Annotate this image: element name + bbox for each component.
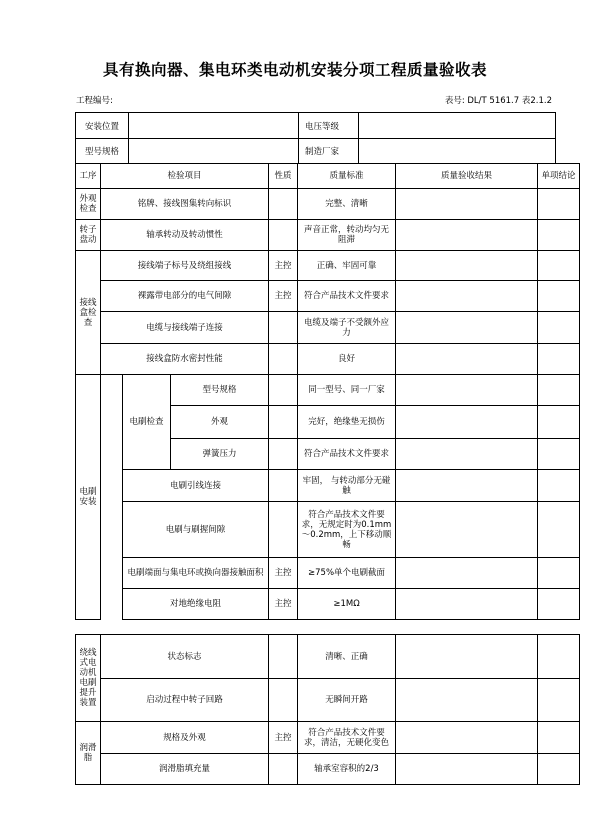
result-cell[interactable]: [396, 722, 538, 754]
conclusion-cell[interactable]: [538, 375, 580, 406]
result-cell[interactable]: [396, 635, 538, 679]
info-table: [75, 112, 556, 164]
item-cell: 电缆与接线端子连接: [101, 312, 269, 344]
voltage-level-value[interactable]: [359, 113, 556, 139]
column-header-row: [76, 164, 580, 189]
form-title: 具有换向器、集电环类电动机安装分项工程质量验收表: [102, 61, 487, 79]
section-junction-box: 接线盒检查: [76, 251, 101, 375]
conclusion-cell[interactable]: [538, 558, 580, 589]
standard-cell: 轴承室容积的2/3: [298, 754, 396, 785]
form-number: 表号: DL/T 5161.7 表2.1.2: [444, 96, 552, 106]
item-cell: 铭牌、接线图集转向标识: [101, 189, 269, 220]
col-standard: 质量标准: [298, 164, 396, 189]
subsection-brush-check: 电刷检查: [123, 375, 171, 470]
conclusion-cell[interactable]: [538, 439, 580, 470]
manufacturer-label: 制造厂家: [299, 139, 359, 164]
nature-cell: [269, 679, 298, 722]
install-location-label: 安装位置: [76, 113, 129, 139]
item-cell: 接线端子标号及绕组接线: [101, 251, 269, 281]
result-cell[interactable]: [396, 589, 538, 620]
result-cell[interactable]: [396, 439, 538, 470]
conclusion-cell[interactable]: [538, 470, 580, 502]
result-cell[interactable]: [396, 251, 538, 281]
item-cell: 启动过程中转子回路: [101, 679, 269, 722]
inspection-table: [75, 163, 580, 620]
standard-cell: 符合产品技术文件要求，清洁，无硬化变色: [298, 722, 396, 754]
conclusion-cell[interactable]: [538, 635, 580, 679]
item-cell: 规格及外观: [101, 722, 269, 754]
item-cell: 对地绝缘电阻: [123, 589, 269, 620]
conclusion-cell[interactable]: [538, 502, 580, 558]
standard-cell: 符合产品技术文件要求: [298, 439, 396, 470]
col-nature: 性质: [269, 164, 298, 189]
item-cell: 电刷端面与集电环或换向器接触面积: [123, 558, 269, 589]
nature-cell: [269, 375, 298, 406]
table-row: [76, 635, 580, 679]
nature-cell: 主控: [269, 558, 298, 589]
conclusion-cell[interactable]: [538, 281, 580, 312]
col-process: 工序: [76, 164, 101, 189]
col-conclusion: 单项结论: [538, 164, 580, 189]
nature-cell: [269, 439, 298, 470]
standard-cell: 无瞬间开路: [298, 679, 396, 722]
table-row: [76, 589, 580, 620]
table-row: [76, 722, 580, 754]
item-cell: 电刷与刷握间隙: [123, 502, 269, 558]
table-row: [76, 679, 580, 722]
section-brush: 电刷安装: [76, 375, 101, 620]
table-row: [76, 754, 580, 785]
nature-cell: [269, 189, 298, 220]
item-cell: 接线盒防水密封性能: [101, 344, 269, 375]
table-row: [76, 251, 580, 281]
standard-cell: 完整、清晰: [298, 189, 396, 220]
section-lifting: 绕线式电动机电刷提升装置: [76, 635, 101, 722]
nature-cell: [269, 502, 298, 558]
standard-cell: 符合产品技术文件要求: [298, 281, 396, 312]
item-cell: 外观: [171, 406, 269, 439]
nature-cell: 主控: [269, 722, 298, 754]
standard-cell: 良好: [298, 344, 396, 375]
voltage-level-label: 电压等级: [299, 113, 359, 139]
col-item: 检验项目: [101, 164, 269, 189]
conclusion-cell[interactable]: [538, 754, 580, 785]
result-cell[interactable]: [396, 344, 538, 375]
conclusion-cell[interactable]: [538, 344, 580, 375]
manufacturer-value[interactable]: [359, 139, 556, 164]
nature-cell: 主控: [269, 281, 298, 312]
nature-cell: [269, 470, 298, 502]
item-cell: 电刷引线连接: [123, 470, 269, 502]
table-row: [76, 344, 580, 375]
nature-cell: [269, 635, 298, 679]
nature-cell: 主控: [269, 251, 298, 281]
standard-cell: 同一型号、同一厂家: [298, 375, 396, 406]
conclusion-cell[interactable]: [538, 679, 580, 722]
table-row: [76, 558, 580, 589]
col-result: 质量验收结果: [396, 164, 538, 189]
result-cell[interactable]: [396, 470, 538, 502]
standard-cell: 电缆及端子不受额外应力: [298, 312, 396, 344]
result-cell[interactable]: [396, 406, 538, 439]
section-appearance: 外观检查: [76, 189, 101, 220]
standard-cell: 完好，绝缘垫无损伤: [298, 406, 396, 439]
result-cell[interactable]: [396, 502, 538, 558]
nature-cell: [269, 220, 298, 251]
conclusion-cell[interactable]: [538, 406, 580, 439]
standard-cell: ≥75%单个电刷截面: [298, 558, 396, 589]
result-cell[interactable]: [396, 312, 538, 344]
standard-cell: 牢固， 与转动部分无碰触: [298, 470, 396, 502]
table-row: [76, 470, 580, 502]
table-row: [76, 220, 580, 251]
conclusion-cell[interactable]: [538, 189, 580, 220]
project-number-label: 工程编号:: [76, 96, 113, 106]
standard-cell: 正确、牢固可靠: [298, 251, 396, 281]
section-rotor: 转子盘动: [76, 220, 101, 251]
result-cell[interactable]: [396, 679, 538, 722]
item-cell: 润滑脂填充量: [101, 754, 269, 785]
conclusion-cell[interactable]: [538, 722, 580, 754]
result-cell[interactable]: [396, 375, 538, 406]
result-cell[interactable]: [396, 558, 538, 589]
section-grease: 润滑脂: [76, 722, 101, 785]
result-cell[interactable]: [396, 754, 538, 785]
conclusion-cell[interactable]: [538, 251, 580, 281]
table-row: [76, 375, 580, 406]
standard-cell: ≥1MΩ: [298, 589, 396, 620]
item-cell: 轴承转动及转动惯性: [101, 220, 269, 251]
item-cell: 弹簧压力: [171, 439, 269, 470]
table-row: [76, 312, 580, 344]
install-location-value[interactable]: [129, 113, 299, 139]
nature-cell: [269, 344, 298, 375]
conclusion-cell[interactable]: [538, 589, 580, 620]
result-cell[interactable]: [396, 281, 538, 312]
table-row: [76, 502, 580, 558]
item-cell: 型号规格: [171, 375, 269, 406]
conclusion-cell[interactable]: [538, 312, 580, 344]
conclusion-cell[interactable]: [538, 220, 580, 251]
model-spec-value[interactable]: [129, 139, 299, 164]
standard-cell: 符合产品技术文件要求，无规定时为0.1mm～0.2mm，上下移动顺畅: [298, 502, 396, 558]
result-cell[interactable]: [396, 189, 538, 220]
standard-cell: 声音正常，转动均匀无阻滞: [298, 220, 396, 251]
standard-cell: 清晰、正确: [298, 635, 396, 679]
nature-cell: 主控: [269, 589, 298, 620]
item-cell: 裸露带电部分的电气间隙: [101, 281, 269, 312]
nature-cell: [269, 312, 298, 344]
item-cell: 状态标志: [101, 635, 269, 679]
nature-cell: [269, 754, 298, 785]
model-spec-label: 型号规格: [76, 139, 129, 164]
nature-cell: [269, 406, 298, 439]
table-row: [76, 281, 580, 312]
inspection-table-lower: [75, 634, 580, 785]
table-row: [76, 189, 580, 220]
result-cell[interactable]: [396, 220, 538, 251]
